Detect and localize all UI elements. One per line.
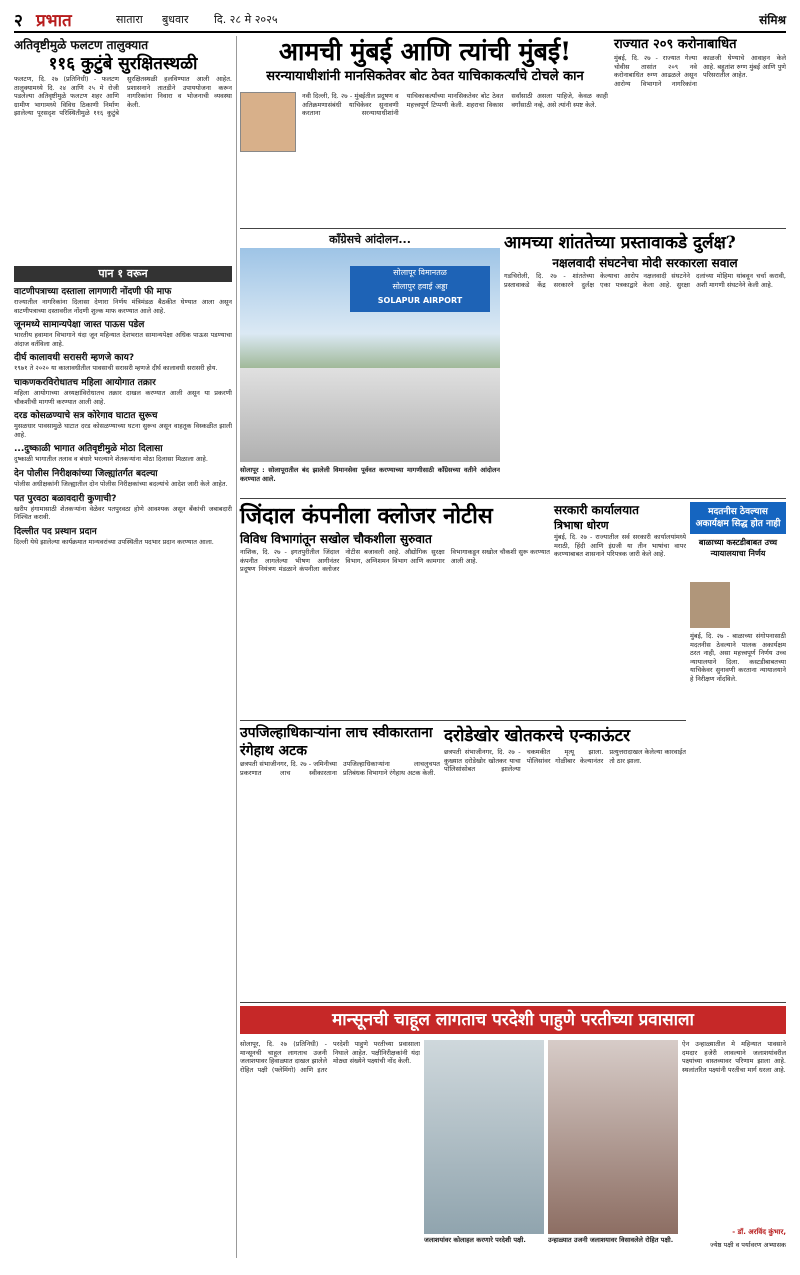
sarkari-article	[554, 502, 686, 716]
mumbai-article	[240, 36, 610, 226]
column-divider	[236, 36, 237, 1258]
vachan-item-head: दीर्घ कालावधी सरासरी म्हणजे काय?	[14, 353, 135, 364]
phaltan-body: फलटण, दि. २७ (प्रतिनिधी) - फलटण तालुक्यामध्ये दि. २४ आणि २५ मे रोजी पडलेल्या अतिवृष्टीमुळे फलटण शहर आणि ग्रामीण भागामध्ये विविध ठिकाणी निर्माण झालेल्या पूरसदृश परिस्थितीमुळे ११६ कुटुंबे सुरक्षितस्थळी हलविण्यात आली आहेत. प्रशासनाने तातडीने उपाययोजना करून नागरिकांना निवारा व भोजनाची व्यवस्था केली.	[14, 75, 232, 118]
peace-article	[504, 232, 786, 494]
vachan-item-head: वाटणीपत्राच्या दस्ताला लागणारी नोंदणी फी माफ	[14, 287, 172, 297]
peace-deck: नक्षलवादी संघटनेचा मोदी सरकारला सवाल	[552, 256, 738, 270]
monsoon-caption-1: जलाशयांवर कोलाहल करणारे परदेशी पक्षी.	[424, 1236, 526, 1244]
flamingo-photo-1	[424, 1040, 544, 1234]
madat-banner: मदतनीस ठेवल्यास अकार्यक्षम सिद्ध होत नाही	[690, 502, 786, 534]
page-number: २	[14, 11, 23, 31]
vachan-item-body: भारतीय हवामान विभागाने यंदा जून महिन्यात देशभरात सामान्यपेक्षा अधिक पाऊस पडण्याचा अंदाज वर्तविला आहे.	[14, 331, 232, 348]
phaltan-kicker: अतिवृष्टीमुळे फलटण तालुक्यात	[14, 38, 149, 52]
page-header	[14, 8, 786, 30]
vachan-item-body: १९७१ ते २०२० या कालावधीतील पावसाची सरासरी म्हणजे दीर्घ कालावधी सरासरी होय.	[14, 364, 218, 373]
jindal-article	[240, 502, 550, 716]
vachan-item-body: महिला आयोगाच्या अध्यक्षांविरोधातच तक्रार दाखल करण्यात आली असून या प्रकरणी चौकशीची मागणी करण्यात आली आहे.	[14, 388, 232, 406]
vachan-item-body: दुष्काळी भागातील तलाव व बंधारे भरल्याने शेतकऱ्यांना मोठा दिलासा मिळाला आहे.	[14, 455, 208, 464]
upjilha-headline: उपजिल्हाधिकाऱ्यांना लाच स्वीकारताना रंगेहाथ अटक	[240, 725, 433, 759]
vachan-item-body: मुसळधार पावसामुळे घाटात दरड कोसळण्याच्या घटना सुरूच असून वाहतूक विस्कळीत झाली आहे.	[14, 422, 232, 439]
vachan-item-head: दरड कोसळण्याचे सत्र कोरेगाव घाटात सुरूच	[14, 411, 158, 422]
corona-article	[614, 36, 786, 226]
monsoon-author-role: ज्येष्ठ पक्षी व पर्यावरण अभ्यासक	[710, 1241, 786, 1249]
congress-caption: सोलापूर : सोलापूरातील बंद झालेली विमानसेवा पूर्ववत करण्याच्या मागणीसाठी काँग्रेसच्या वतीने आंदोलन करण्यात आले.	[240, 466, 500, 483]
vachan-title: पान १ वरून	[14, 266, 232, 282]
sarkari-body: मुंबई, दि. २७ - राज्यातील सर्व सरकारी कार्यालयांमध्ये मराठी, हिंदी आणि इंग्रजी या तीन भाषांचा वापर करण्याबाबत शासनाने परिपत्रक जारी केले आहे.	[554, 533, 686, 559]
jindal-headline: जिंदाल कंपनीला क्लोजर नोटीस	[240, 503, 493, 529]
vachan-item-head: पत पुरवठा बळावदारी कुणाची?	[14, 493, 117, 504]
header-city: सातारा	[116, 13, 143, 26]
vachan-item-head: दिल्लीत पद प्रस्थान प्रदान	[14, 526, 97, 537]
corona-headline: राज्यात २०९ करोनाबाधित	[614, 37, 737, 52]
header-date: दि. २८ मे २०२५	[214, 13, 278, 26]
judge-photo	[240, 92, 296, 152]
vachan-item-body: पोलीस अधीक्षकांनी जिल्ह्यातील दोन पोलीस निरीक्षकांच्या बदल्यांचे आदेश जारी केले आहेत.	[14, 479, 228, 488]
mid-rule-2	[240, 498, 786, 499]
jindal-deck: विविध विभागांतून सखोल चौकशीला सुरुवात	[240, 532, 432, 546]
madat-deck: बाळाच्या कस्टडीबाबत उच्च न्यायालयाचा निर्णय	[698, 538, 778, 558]
header-rule	[14, 31, 786, 33]
sarkari-deck: त्रिभाषा धोरण	[554, 519, 609, 532]
airport-sign	[350, 266, 490, 312]
sign-line-3: SOLAPUR AIRPORT	[377, 296, 463, 305]
madat-body: मुंबई, दि. २७ - बाळाच्या संगोपनासाठी मदतनीस ठेवल्याने पालक अकार्यक्षम ठरत नाही, असा महत्त्वपूर्ण निर्णय उच्च न्यायालयाने दिला. कस्टडीबाबतच्या याचिकेवर सुनावणी करताना न्यायालयाने हे निरीक्षण नोंदविले.	[690, 632, 786, 683]
vachan-item-body: राज्यातील नागरिकांना दिलासा देणारा निर्णय मंत्रिमंडळ बैठकीत घेण्यात आला असून वाटणीपत्राच्या दस्तावरील नोंदणी शुल्क माफ करण्यात आले आहे.	[14, 298, 232, 315]
congress-photo-box	[240, 232, 500, 494]
peace-headline: आमच्या शांततेच्या प्रस्तावाकडे दुर्लक्ष?	[504, 233, 736, 253]
vachan-item-head: ...दुष्काळी भागात अतिवृष्टीमुळे मोठा दिलासा	[14, 444, 163, 455]
congress-label: काँग्रेसचे आंदोलन...	[329, 233, 411, 246]
monsoon-body: सोलापूर, दि. २७ (प्रतिनिधी) - मान्सूनची चाहूल लागताच उजनी जलाशयावर हिवाळ्यात दाखल झालेले रोहित पक्षी (फ्लेमिंगो) आणि इतर परदेशी पाहुणे परतीच्या प्रवासाला निघाले आहेत. पक्षीनिरीक्षकांनी यंदा मोठ्या संख्येने पक्ष्यांची नोंद केली.	[240, 1040, 420, 1074]
monsoon-side-body: ऐन उन्हाळ्यातील मे महिन्यात पावसाने दमदार हजेरी लावल्याने जलाशयांवरील पक्ष्यांच्या वास्तव्यावर परिणाम झाला आहे. स्थलांतरित पक्ष्यांनी परतीचा मार्ग धरला आहे.	[682, 1040, 786, 1074]
upjilha-body: छत्रपती संभाजीनगर, दि. २७ - जमिनीच्या प्रकरणात लाच स्वीकारताना उपजिल्हाधिकाऱ्यांना लाचलुचपत प्रतिबंधक विभागाने रंगेहाथ अटक केली.	[240, 760, 440, 777]
vachan-item-body: खरीप हंगामासाठी शेतकऱ्यांना वेळेवर पतपुरवठा होणे आवश्यक असून बँकांची जबाबदारी निश्चित करावी.	[14, 504, 232, 522]
vachan-item-head: देन पोलीस निरीक्षकांच्या जिल्ह्यांतर्गत बदल्या	[14, 468, 158, 479]
sign-line-1: सोलापूर विमानतळ	[393, 268, 447, 277]
jindal-body: नाशिक, दि. २७ - इगतपुरीतील जिंदाल कंपनीत लागलेल्या भीषण आगीनंतर प्रदूषण नियंत्रण मंडळाने कंपनीला क्लोजर नोटीस बजावली आहे. औद्योगिक सुरक्षा विभाग, अग्निशमन विभाग आणि कामगार विभागाकडून सखोल चौकशी सुरू करण्यात आली आहे.	[240, 548, 550, 574]
mid-rule-3	[240, 720, 686, 721]
madat-article	[690, 502, 786, 832]
sign-line-2: सोलापुर हवाई अड्डा	[392, 282, 448, 291]
monsoon-caption-2: उन्हाळ्यात उजनी जलाशयावर विसावलेले रोहित पक्षी.	[548, 1236, 674, 1244]
header-day: बुधवार	[162, 13, 189, 26]
vachan-item-body: दिल्ली येथे झालेल्या कार्यक्रमात मान्यवरांच्या उपस्थितीत पदभार प्रदान करण्यात आला.	[14, 537, 214, 546]
corona-body: मुंबई, दि. २७ - राज्यात गेल्या चोवीस तासांत २०९ नवे करोनाबाधित रुग्ण आढळले असून आरोग्य विभागाने नागरिकांना काळजी घेण्याचे आवाहन केले आहे. बहुतांश रुग्ण मुंबई आणि पुणे परिसरातील आहेत.	[614, 54, 786, 88]
peace-body: गडचिरोली, दि. २७ - शांततेच्या प्रस्तावाकडे केंद्र सरकारने दुर्लक्ष केल्याचा आरोप नक्षलवादी संघटनेने एका पत्रकाद्वारे केला आहे. सुरक्षा दलांच्या मोहिमा थांबवून चर्चा करावी, अशी मागणी संघटनेने केली आहे.	[504, 272, 786, 289]
dorde-article	[444, 724, 686, 998]
vachan-item-head: जूनमध्ये सामान्यपेक्षा जास्त पाऊस पडेल	[14, 320, 145, 331]
mid-rule-1	[240, 228, 786, 229]
masthead-logo: प्रभात	[36, 11, 72, 31]
mumbai-headline: आमची मुंबई आणि त्यांची मुंबई!	[278, 37, 572, 66]
section-name: संमिश्र	[759, 13, 786, 27]
vachan-item-head: चाकणकरविरोधातच महिला आयोगात तक्रार	[14, 377, 156, 388]
mumbai-deck: सरन्यायाधीशांनी मानसिकतेवर बोट ठेवत याचिकाकर्त्यांचे टोचले कान	[266, 69, 584, 84]
sarkari-headline: सरकारी कार्यालयात	[554, 503, 639, 517]
upjilha-article	[240, 724, 440, 998]
monsoon-headline: मान्सूनची चाहूल लागताच परदेशी पाहुणे परतीच्या प्रवासाला	[240, 1006, 786, 1034]
vachan-list	[14, 286, 232, 546]
mumbai-body: नवी दिल्ली, दि. २७ - मुंबईतील प्रदूषण व अतिक्रमणासंबंधी याचिकेवर सुनावणी करताना सरन्यायाधीशांनी याचिकाकर्त्यांच्या मानसिकतेवर बोट ठेवत महत्त्वपूर्ण टिप्पणी केली. शहराचा विकास सर्वांसाठी असला पाहिजे, केवळ काही वर्गांसाठी नव्हे, असे त्यांनी स्पष्ट केले.	[302, 92, 608, 118]
flamingo-photo-2	[548, 1040, 678, 1234]
mid-rule-4	[240, 1002, 786, 1003]
dorde-body: छत्रपती संभाजीनगर, दि. २७ - कुख्यात दरोडेखोर खोतकर याचा पोलिसांसोबत झालेल्या चकमकीत मृत्यू झाला. पोलिसांवर गोळीबार केल्यानंतर प्रत्युत्तरादाखल केलेल्या कारवाईत तो ठार झाला.	[444, 748, 686, 774]
phaltan-headline: ११६ कुटुंबे सुरक्षितस्थळी	[48, 54, 198, 74]
monsoon-article	[240, 1006, 786, 1264]
congress-photo	[240, 248, 500, 462]
monsoon-author: - डॉ. अरविंद कुंभार,	[732, 1228, 786, 1236]
phaltan-article	[14, 36, 232, 262]
dorde-headline: दरोडेखोर खोतकरचे एन्काऊंटर	[444, 726, 631, 746]
crowd	[240, 368, 500, 462]
court-photo	[690, 582, 730, 628]
vachan-box	[14, 266, 232, 1256]
